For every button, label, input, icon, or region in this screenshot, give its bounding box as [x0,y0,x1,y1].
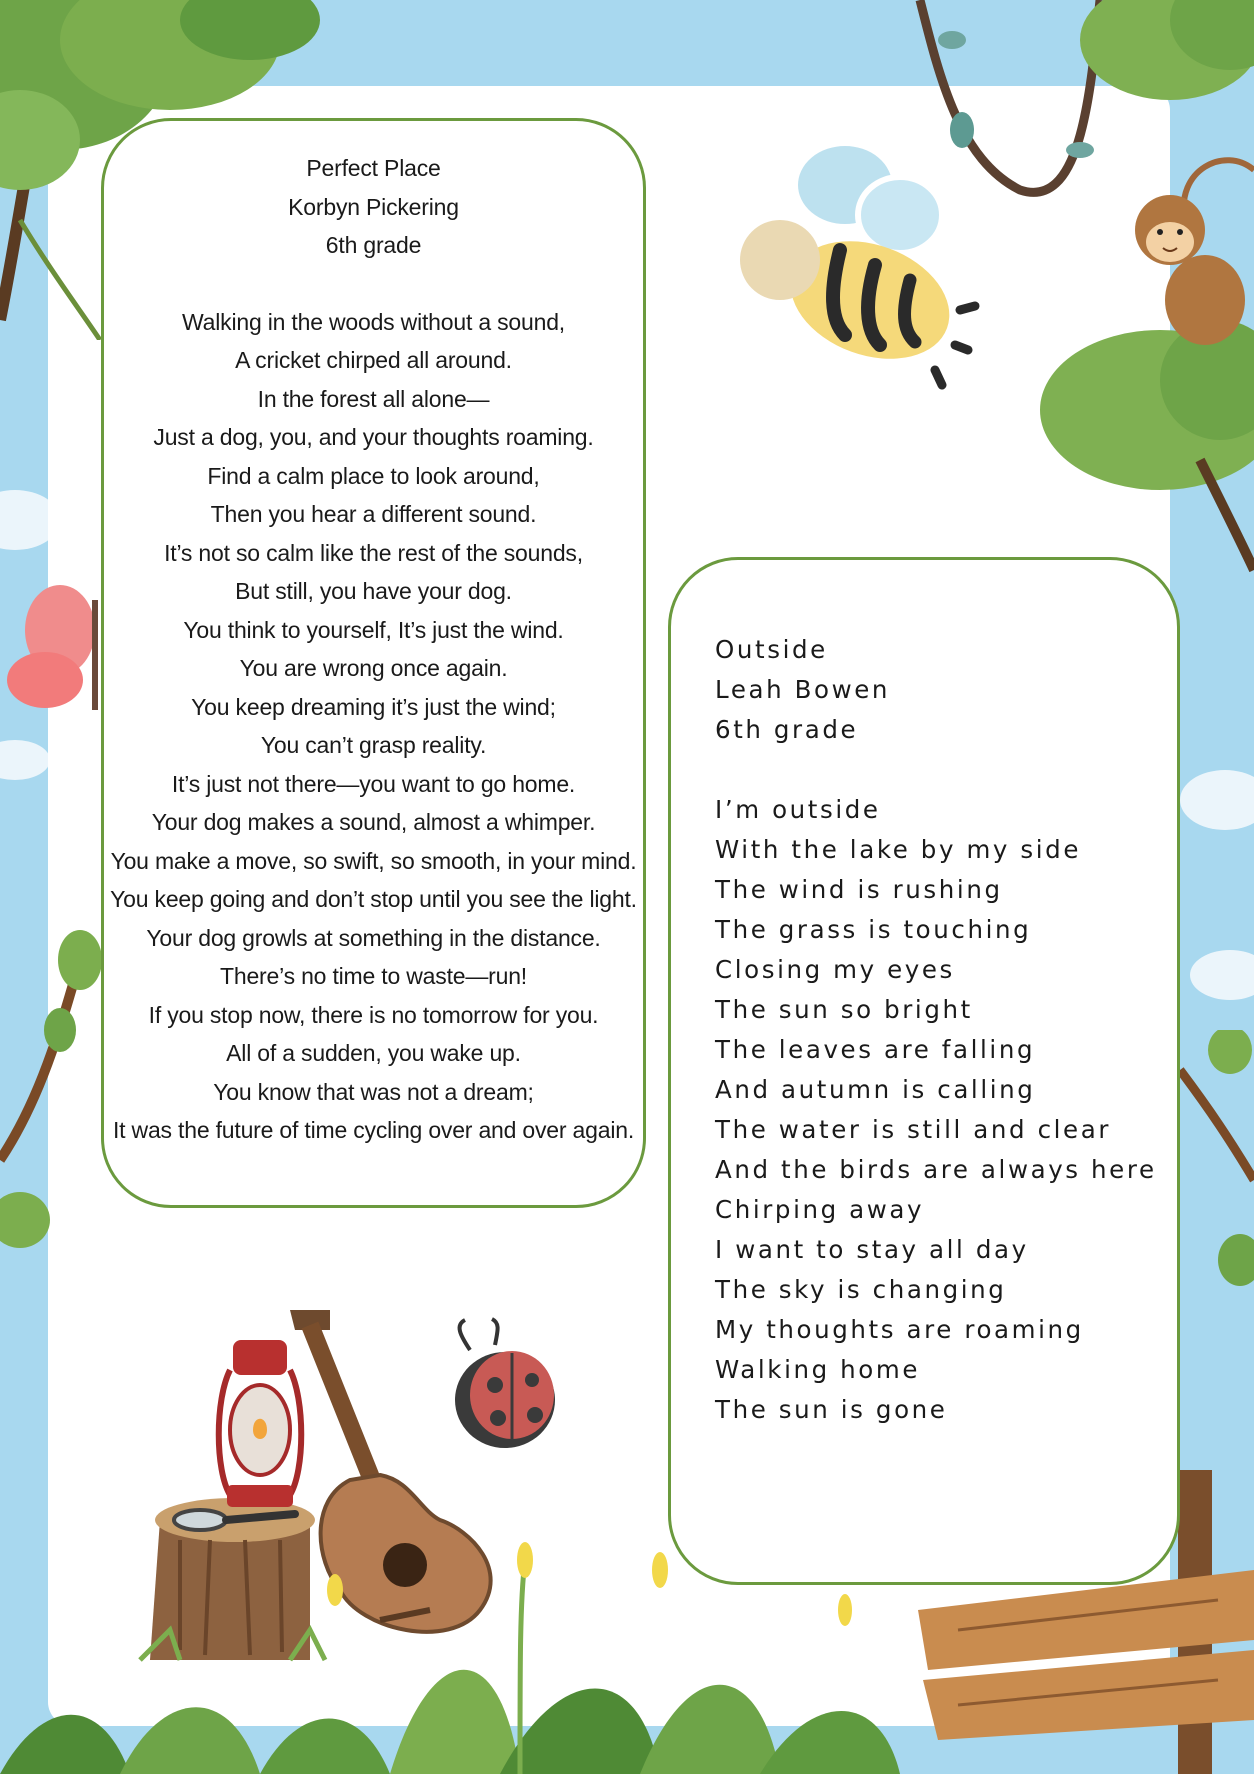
poem-line: You can’t grasp reality. [260,732,487,758]
poem-line: You keep going and don’t stop until you see the light. [110,886,637,912]
cloud-left-2 [0,740,50,780]
poem-line: Closing my eyes [715,955,955,984]
poem-line: It’s just not there—you want to go home. [171,770,576,797]
poem-line: You think to yourself, It’s just the wind. [183,616,564,643]
poem-line: Walking in the woods without a sound, [182,308,565,335]
poem-line: Walking home [715,1355,920,1384]
poem-line: I’m outside [715,795,881,824]
poem-line: The wind is rushing [715,875,1003,904]
poem-line: There’s no time to waste—run! [220,963,527,989]
poem-grade: 6th grade [325,232,422,258]
poem-line: If you stop now, there is no tomorrow for you. [148,1001,599,1028]
poem-line: And autumn is calling [715,1075,1036,1104]
poem-line: But still, you have your dog. [235,578,512,604]
poem-line: The sun is gone [715,1395,948,1424]
poem-title: Outside [715,635,828,664]
poem-line: The grass is touching [715,915,1032,944]
poem-grade: 6th grade [715,715,859,744]
poem-line: You make a move, so swift, so smooth, in your mind. [110,847,637,874]
poem-line: All of a sudden, you wake up. [226,1040,521,1066]
poem-line: You know that was not a dream; [213,1078,534,1105]
poem-line: You are wrong once again. [239,655,508,681]
poem-line: Your dog makes a sound, almost a whimper. [151,809,596,835]
poem-card-right [668,557,1180,1585]
poem-line: My thoughts are roaming [715,1315,1084,1344]
cloud-right [1180,770,1254,830]
poem-card-left [101,118,646,1208]
poem-line: It’s not so calm like the rest of the sounds, [164,539,583,566]
cloud-right-2 [1190,950,1254,1000]
poem-line: The sky is changing [715,1275,1007,1304]
poem-outside [715,630,1167,1430]
branch-right-icon [1180,1030,1254,1310]
poem-line: Then you hear a different sound. [210,501,537,527]
poem-author: Korbyn Pickering [288,193,459,220]
poem-line: With the lake by my side [715,835,1081,864]
poem-author: Leah Bowen [715,675,891,704]
poem-line: The water is still and clear [715,1115,1112,1144]
poem-perfect-place [104,149,643,1150]
poem-line: The sun so bright [715,995,973,1024]
poem-line: Just a dog, you, and your thoughts roaming. [153,424,594,450]
poem-line: Find a calm place to look around, [207,462,540,489]
monkey-icon [1125,150,1254,350]
poem-line: A cricket chirped all around. [235,347,512,373]
branch-left-icon [0,920,110,1250]
poem-line: You keep dreaming it’s just the wind; [191,693,556,720]
poem-line: In the forest all alone— [257,385,490,412]
butterfly-icon [0,580,100,720]
poem-line: The leaves are falling [715,1035,1036,1064]
poem-line: Your dog growls at something in the distance. [146,924,601,951]
poem-line: And the birds are always here [715,1155,1157,1184]
poem-line: I want to stay all day [715,1235,1029,1264]
bee-icon [730,130,990,400]
poem-title: Perfect Place [306,155,441,181]
poem-line: It was the future of time cycling over and over again. [112,1117,635,1143]
poem-line: Chirping away [715,1195,925,1224]
